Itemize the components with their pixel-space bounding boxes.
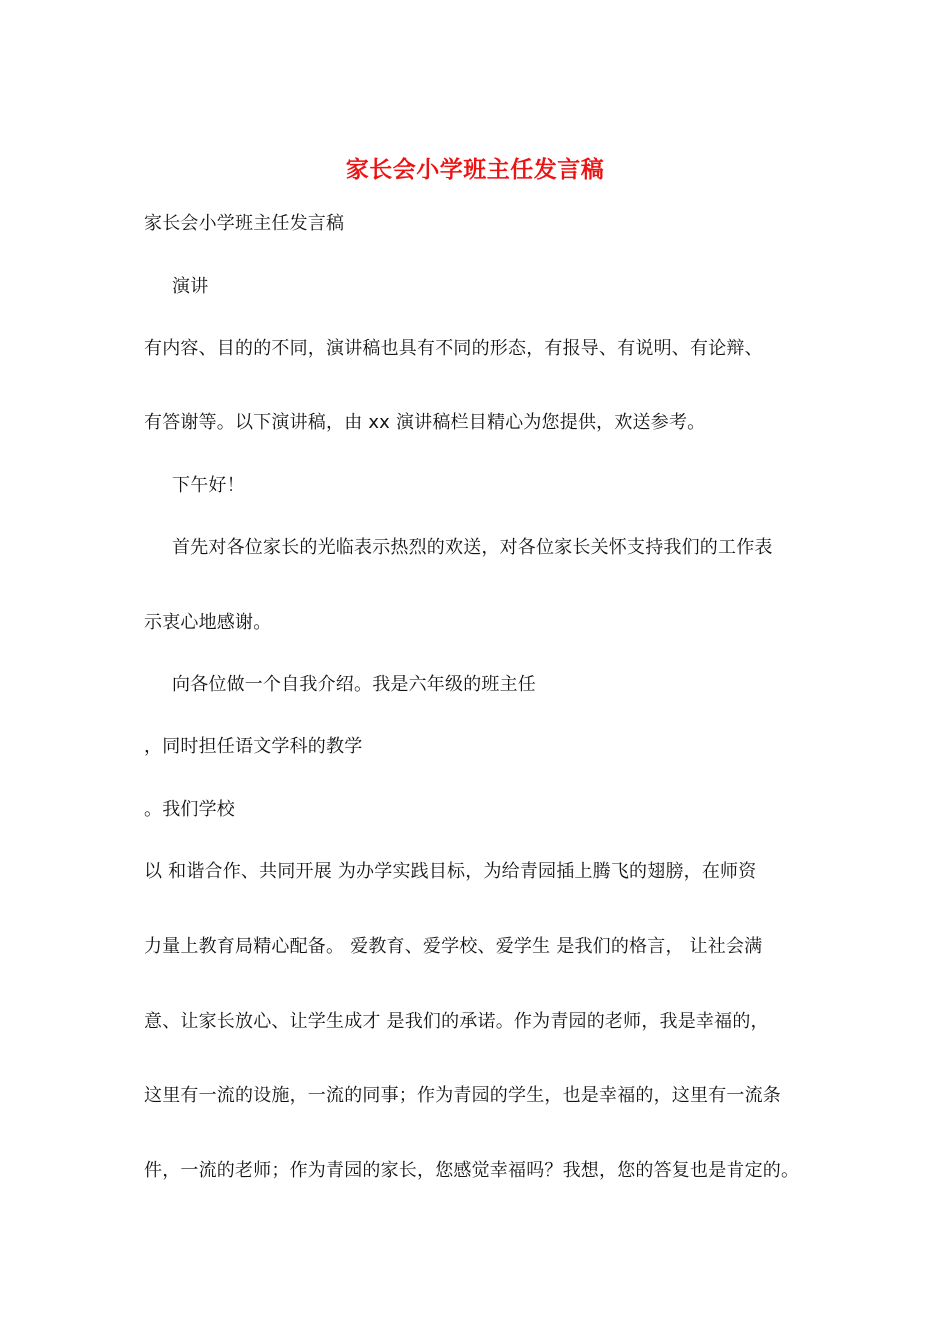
document-title: 家长会小学班主任发言稿 (345, 156, 605, 183)
paragraph-line: ，同时担任语文学科的教学 (144, 736, 363, 757)
paragraph-line: 力量上教育局精心配备。 爱教育、爱学校、爱学生 是我们的格言， 让社会满 (144, 936, 763, 957)
paragraph-line: 。我们学校 (144, 799, 235, 820)
paragraph-line: 件，一流的老师；作为青园的家长，您感觉幸福吗？我想，您的答复也是肯定的。 (144, 1160, 800, 1181)
paragraph-line: 有内容、目的的不同，演讲稿也具有不同的形态，有报导、有说明、有论辩、 (144, 338, 763, 359)
paragraph-line: 下午好！ (172, 475, 245, 496)
paragraph-line: 这里有一流的设施，一流的同事；作为青园的学生，也是幸福的，这里有一流条 (144, 1085, 781, 1106)
paragraph-line: 示衷心地感谢。 (144, 612, 272, 633)
paragraph-line: 首先对各位家长的光临表示热烈的欢送，对各位家长关怀支持我们的工作表 (172, 537, 773, 558)
paragraph-line: 意、让家长放心、让学生成才 是我们的承诺。作为青园的老师，我是幸福的， (144, 1011, 769, 1032)
paragraph-line: 以 和谐合作、共同开展 为办学实践目标，为给青园插上腾飞的翅膀，在师资 (144, 861, 757, 882)
paragraph-line: 演讲 (172, 276, 209, 297)
paragraph-line: 向各位做一个自我介绍。我是六年级的班主任 (172, 674, 536, 695)
paragraph-line: 家长会小学班主任发言稿 (144, 213, 345, 234)
paragraph-line: 有答谢等。以下演讲稿，由 xx 演讲稿栏目精心为您提供，欢送参考。 (144, 412, 706, 433)
